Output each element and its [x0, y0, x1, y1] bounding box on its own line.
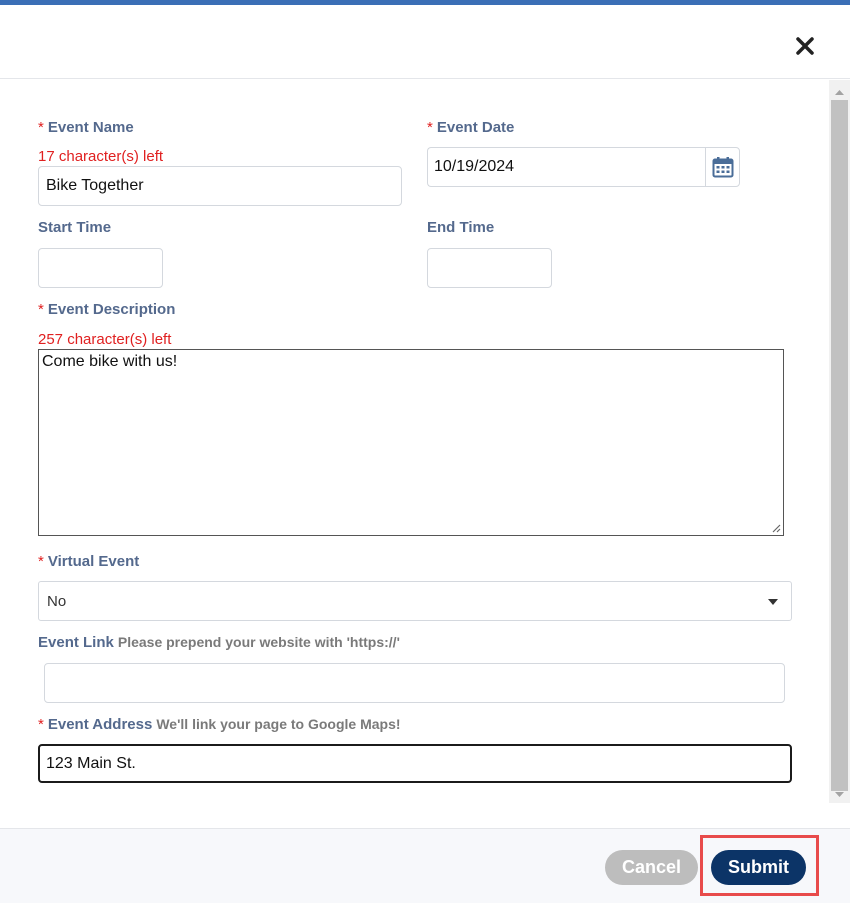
event-name-label-text: Event Name: [47, 119, 134, 136]
event-link-label: [38, 634, 400, 651]
calendar-icon: [712, 156, 734, 178]
event-date-input[interactable]: [427, 147, 706, 187]
start-time-label: Start Time: [38, 219, 112, 236]
close-button[interactable]: [790, 31, 820, 61]
event-address-label-text: Event Address: [47, 716, 153, 733]
event-address-value: 123 Main St.: [46, 754, 136, 772]
required-mark: *: [427, 119, 433, 136]
chevron-down-icon: [767, 598, 779, 606]
resize-grip-icon[interactable]: [771, 523, 781, 533]
event-description-value: Come bike with us!: [42, 353, 178, 370]
event-address-input[interactable]: [38, 744, 792, 783]
event-address-label: [38, 716, 401, 733]
start-time-input[interactable]: [38, 248, 163, 288]
event-address-hint: We'll link your page to Google Maps!: [156, 716, 401, 732]
event-name-value: Bike Together: [46, 177, 144, 194]
close-icon: [790, 31, 820, 61]
event-name-char-counter: 17 character(s) left: [38, 148, 164, 165]
event-description-label: [38, 301, 175, 318]
event-link-hint: Please prepend your website with 'https://': [117, 634, 400, 650]
scrollbar-thumb[interactable]: [831, 100, 848, 791]
dialog-footer: [0, 828, 850, 903]
event-date-label-text: Event Date: [436, 119, 515, 136]
required-mark: *: [38, 301, 44, 318]
event-description-char-counter: 257 character(s) left: [38, 331, 172, 348]
scroll-down-arrow-icon[interactable]: [829, 789, 850, 801]
virtual-event-label-text: Virtual Event: [47, 553, 140, 570]
virtual-event-label: [38, 553, 139, 570]
vertical-scrollbar[interactable]: [829, 80, 850, 803]
event-description-label-text: Event Description: [47, 301, 176, 318]
event-date-value: 10/19/2024: [434, 158, 515, 175]
required-mark: *: [38, 716, 44, 733]
end-time-label: End Time: [427, 219, 495, 236]
event-link-label-text: Event Link: [38, 634, 114, 651]
event-date-label: [427, 119, 514, 136]
event-name-label: [38, 119, 134, 136]
dialog-header: [0, 5, 850, 79]
cancel-button[interactable]: Cancel: [605, 850, 698, 885]
scroll-up-arrow-icon[interactable]: [829, 86, 850, 98]
end-time-input[interactable]: [427, 248, 552, 288]
event-name-input[interactable]: [38, 166, 402, 206]
event-link-input[interactable]: [44, 663, 785, 703]
submit-button[interactable]: Submit: [711, 850, 806, 885]
date-picker-button[interactable]: [705, 147, 740, 187]
required-mark: *: [38, 553, 44, 570]
required-mark: *: [38, 119, 44, 136]
virtual-event-value: No: [47, 592, 67, 610]
event-description-textarea[interactable]: [38, 349, 784, 536]
virtual-event-select[interactable]: [38, 581, 792, 621]
